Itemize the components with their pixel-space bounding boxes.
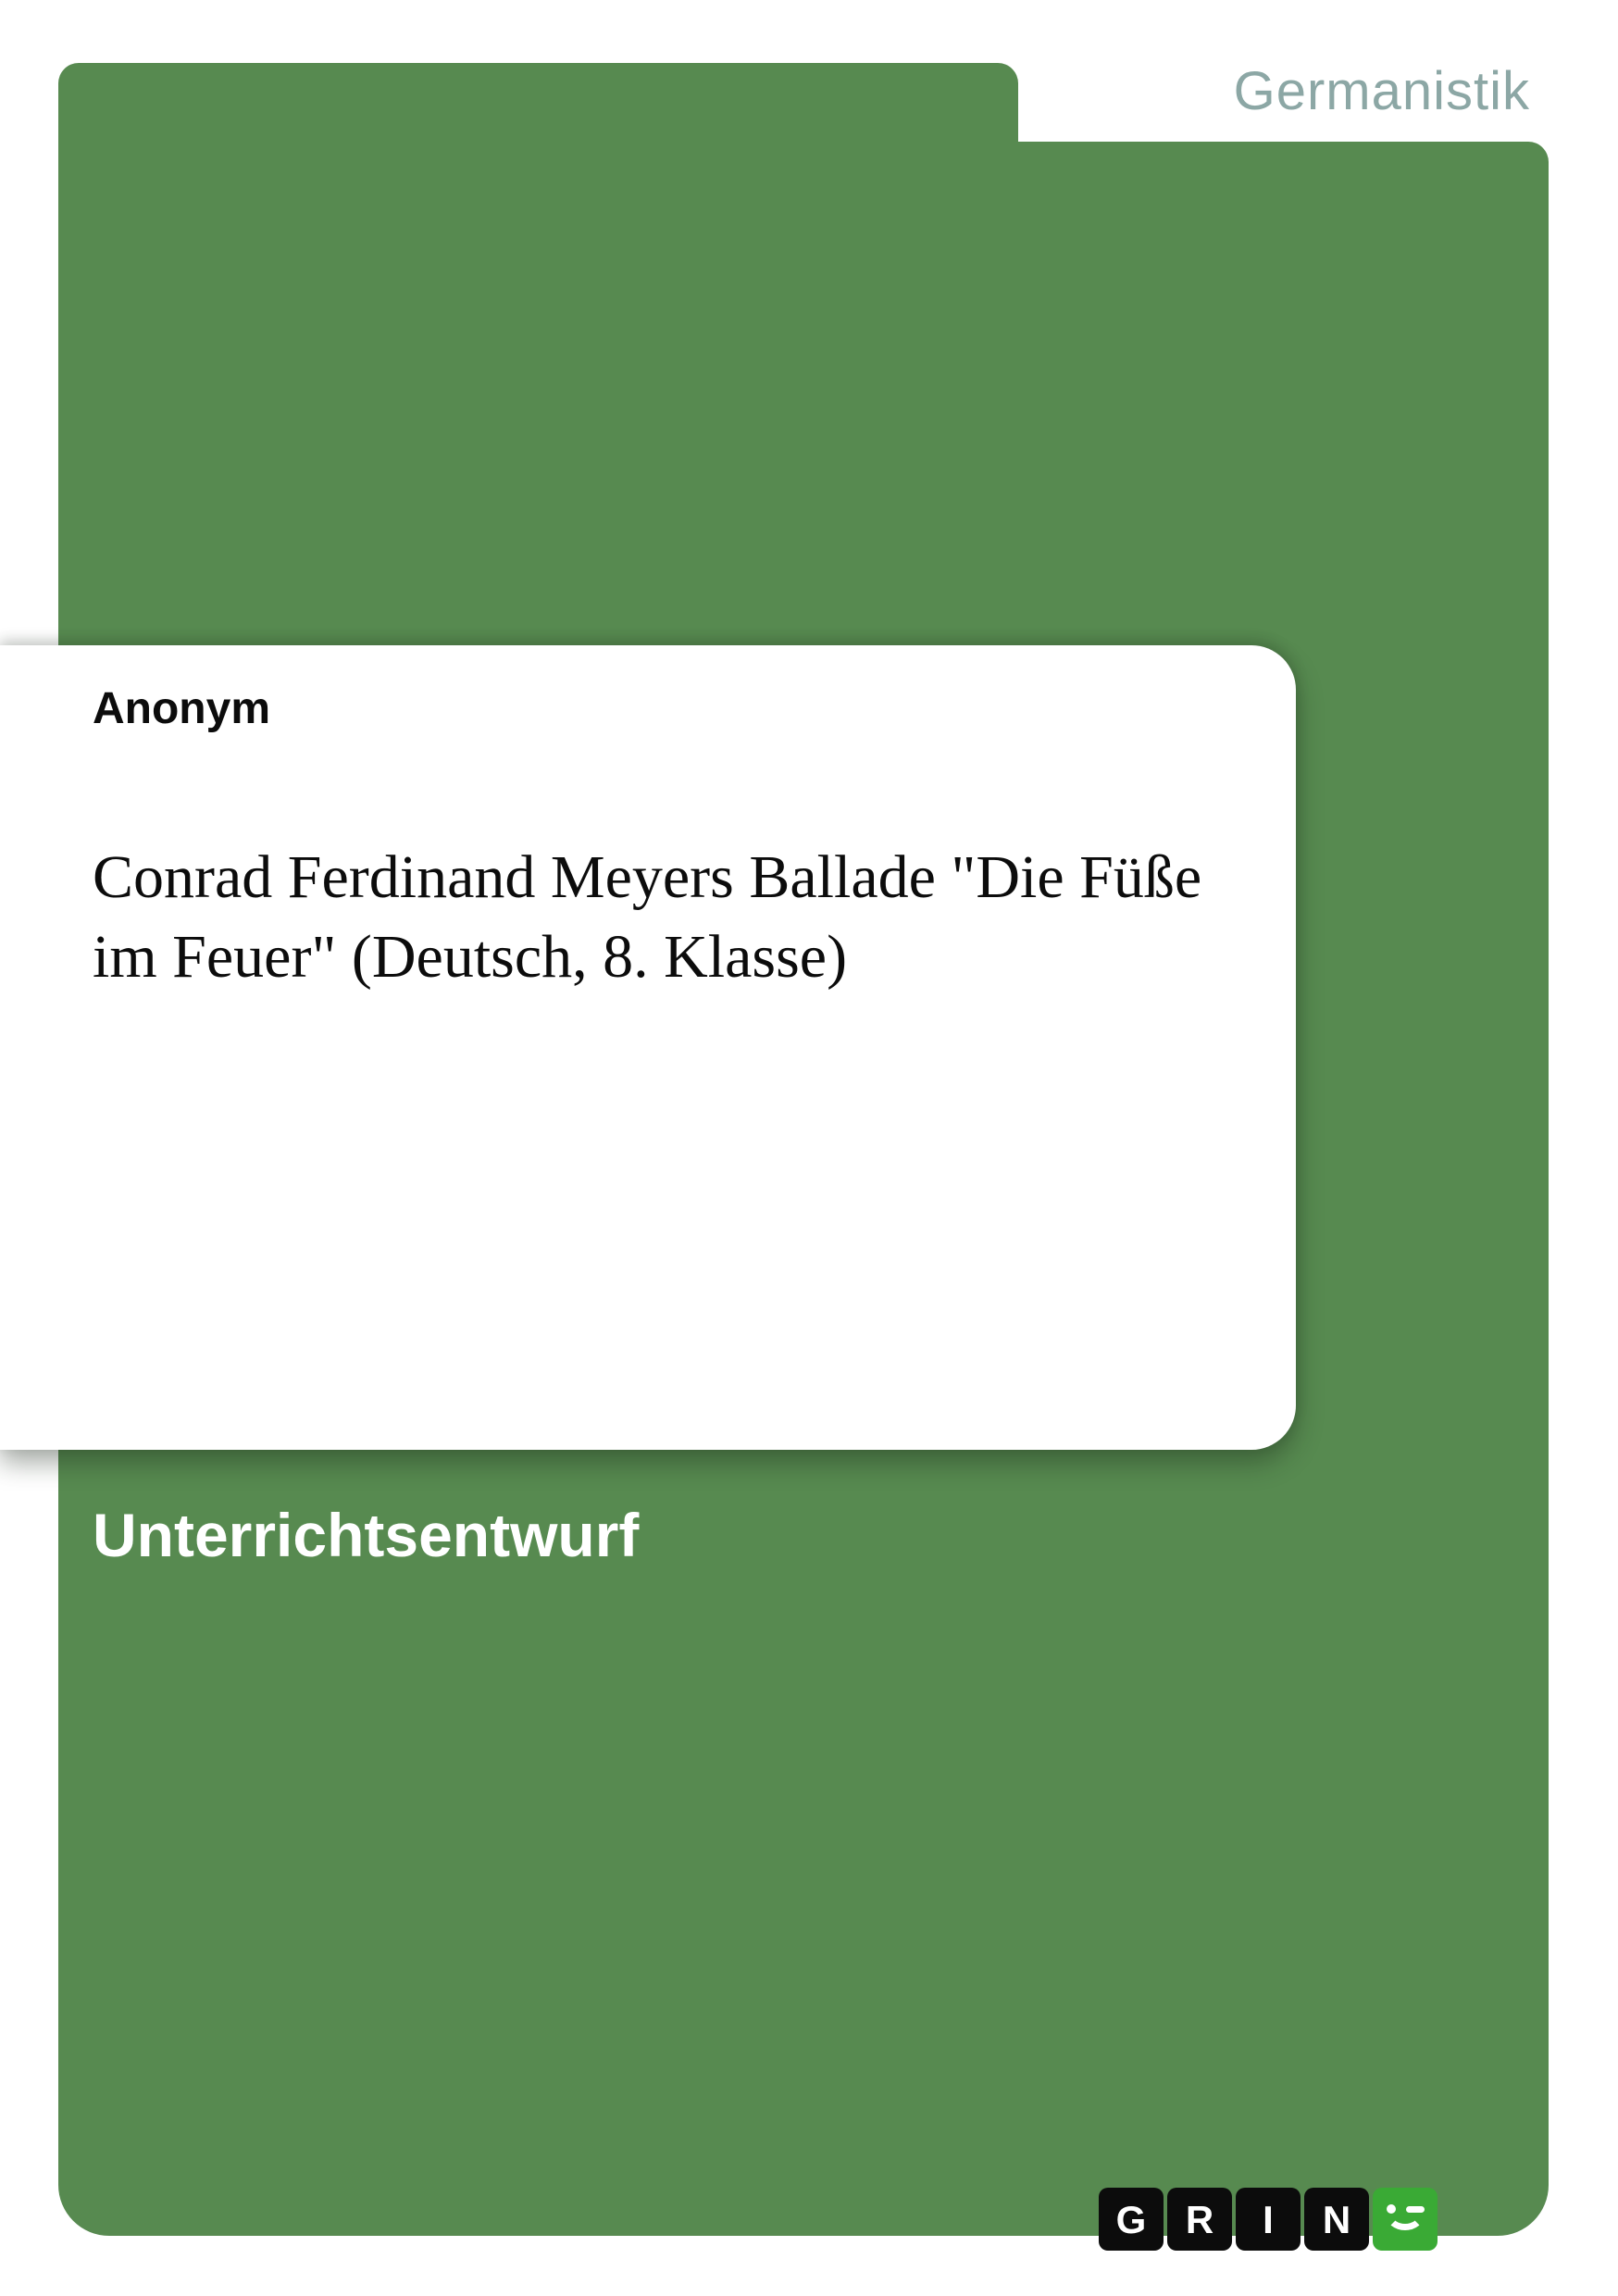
logo-letter-i: I [1263, 2198, 1274, 2241]
title-box [0, 645, 1296, 1450]
book-title-line1: Conrad Ferdinand Meyers Ballade "Die Füße [93, 843, 1202, 911]
logo-letter-g: G [1115, 2198, 1147, 2241]
book-title [93, 838, 1296, 997]
logo-letter-n: N [1322, 2198, 1351, 2241]
logo-tile-n [1304, 2188, 1369, 2251]
book-title-line2: im Feuer" (Deutsch, 8. Klasse) [93, 923, 848, 991]
logo-tile-r [1167, 2188, 1232, 2251]
winking-smiley-icon [1373, 2188, 1438, 2251]
author-name: Anonym [93, 684, 270, 733]
document-type-label: Unterrichtsentwurf [93, 1501, 640, 1569]
logo-letter-r: R [1185, 2198, 1214, 2241]
logo-tile-g [1099, 2188, 1164, 2251]
logo-tile-i [1236, 2188, 1301, 2251]
grin-logo [1099, 2188, 1438, 2251]
category-label: Germanistik [1233, 61, 1530, 121]
smiley-mouth-icon [1386, 2199, 1425, 2230]
